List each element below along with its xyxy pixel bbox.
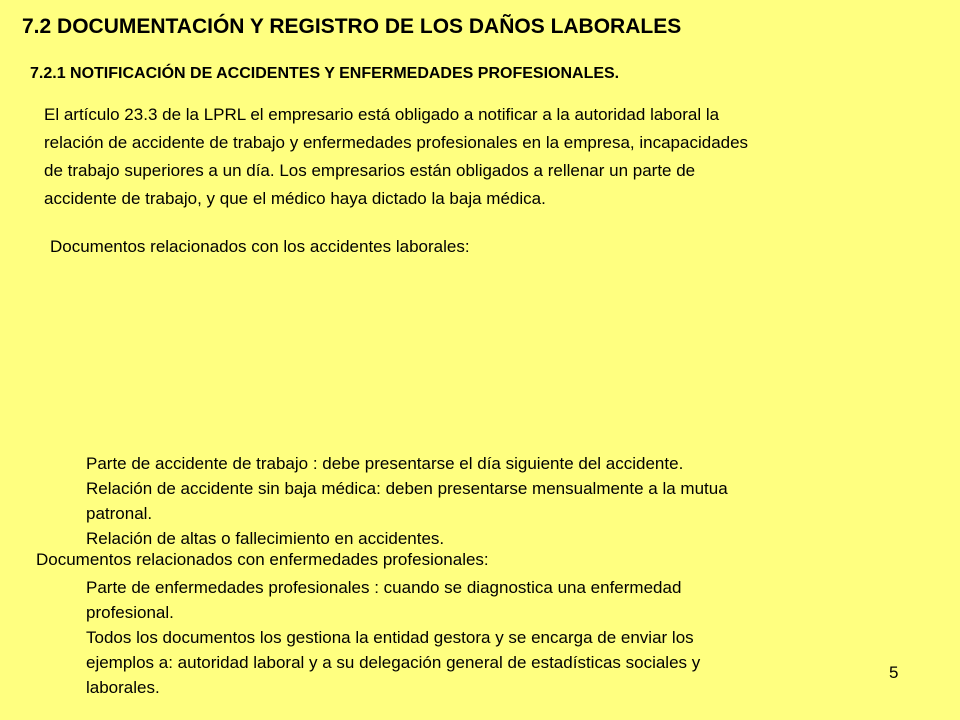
intro-line: de trabajo superiores a un día. Los empresarios están obligados a rellenar un parte de [44, 161, 696, 180]
list-item: Relación de altas o fallecimiento en accidentes. [86, 529, 445, 548]
page-title: 7.2 DOCUMENTACIÓN Y REGISTRO DE LOS DAÑOS LABORALES [22, 15, 682, 38]
intro-line: relación de accidente de trabajo y enfermedades profesionales en la empresa, incapacidades [44, 133, 749, 152]
accident-documents-list [86, 451, 886, 551]
diseases-heading: Documentos relacionados con enfermedades profesionales: [36, 550, 489, 569]
list-item: laborales. [86, 678, 160, 697]
list-item: patronal. [86, 504, 153, 523]
intro-line: accidente de trabajo, y que el médico haya dictado la baja médica. [44, 189, 546, 208]
section-subtitle: 7.2.1 NOTIFICACIÓN DE ACCIDENTES Y ENFERMEDADES PROFESIONALES. [30, 65, 620, 82]
list-item: Parte de accidente de trabajo : debe presentarse el día siguiente del accidente. [86, 454, 684, 473]
list-item: Todos los documentos los gestiona la entidad gestora y se encarga de enviar los [86, 628, 694, 647]
disease-documents-list [86, 575, 886, 700]
list-item: ejemplos a: autoridad laboral y a su delegación general de estadísticas sociales y [86, 653, 701, 672]
list-item: Relación de accidente sin baja médica: deben presentarse mensualmente a la mutua [86, 479, 728, 498]
list-item: Parte de enfermedades profesionales : cuando se diagnostica una enfermedad [86, 578, 682, 597]
list-item: profesional. [86, 603, 174, 622]
page-number: 5 [889, 663, 899, 682]
accidents-heading: Documentos relacionados con los accidentes laborales: [50, 237, 470, 256]
intro-line: El artículo 23.3 de la LPRL el empresario está obligado a notificar a la autoridad laboral la [44, 105, 720, 124]
intro-paragraph [44, 101, 944, 213]
